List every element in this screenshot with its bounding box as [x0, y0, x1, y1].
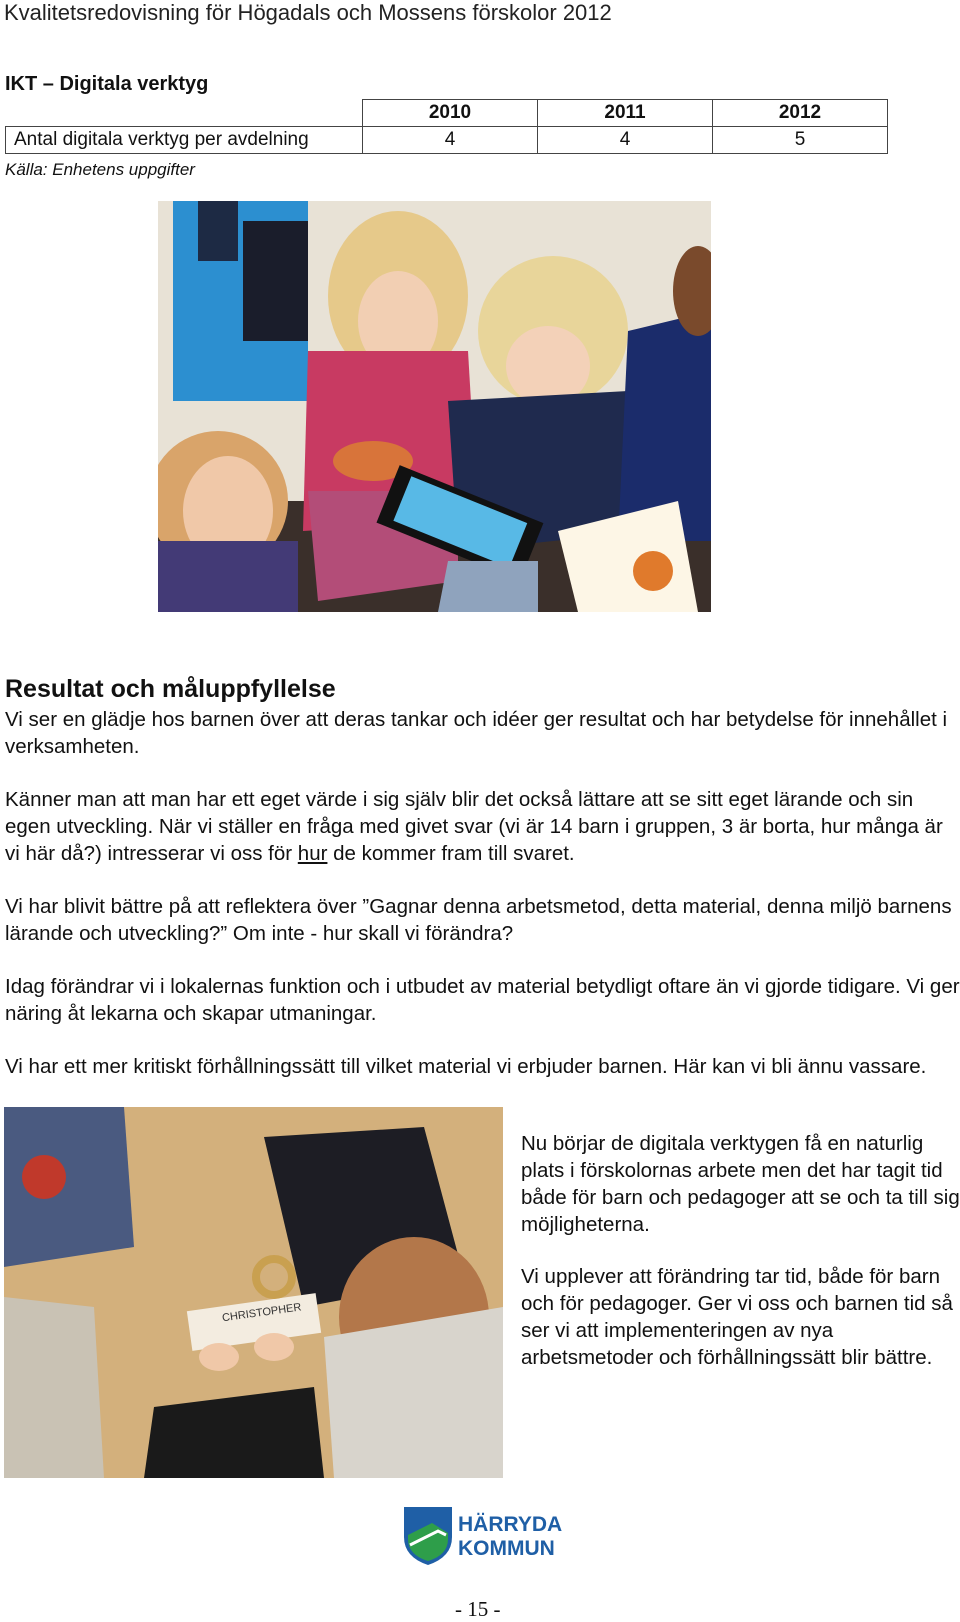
table-source: Källa: Enhetens uppgifter: [5, 160, 195, 179]
paragraph: [5, 786, 960, 867]
table-cell: 4: [538, 127, 713, 154]
year-header: 2010: [363, 100, 538, 127]
year-header: 2012: [713, 100, 888, 127]
underlined-word: hur: [297, 842, 328, 865]
harryda-kommun-logo: [402, 1505, 562, 1565]
table-cell: 4: [363, 127, 538, 154]
table-corner: [6, 100, 363, 127]
children-tablet-photo: [158, 201, 711, 612]
row-label: Antal digitala verktyg per avdelning: [6, 127, 363, 154]
table-header-row: [6, 100, 888, 127]
paragraph: Vi har ett mer kritiskt förhållningssätt till vilket material vi erbjuder barnen. Här kan vi bli ännu vassare.: [5, 1055, 927, 1078]
table-row: [6, 127, 888, 154]
children-drawing-photo: [4, 1107, 503, 1478]
paragraph-text: de kommer fram till svaret.: [327, 842, 575, 865]
paragraph-text: Känner man att man har ett eget värde i sig själv blir det också lättare att se sitt eget lärande och sin egen utveckling. När vi ställer en fråga med givet svar (vi är 14 barn i gruppen, 3 är borta, hur många är vi här då?) intresserar vi oss för: [5, 788, 943, 865]
paragraph: Idag förändrar vi i lokalernas funktion och i utbudet av material betydligt oftare än vi gjorde tidigare. Vi ger näring åt lekarna och skapar utmaningar.: [5, 975, 960, 1025]
logo-line2: KOMMUN: [458, 1537, 555, 1560]
results-heading: Resultat och måluppfyllelse: [5, 675, 336, 703]
document-header: Kvalitetsredovisning för Högadals och Mossens förskolor 2012: [4, 0, 612, 25]
name-tag-text: CHRISTOPHER: [221, 1301, 303, 1325]
paragraph: Vi har blivit bättre på att reflektera över ”Gagnar denna arbetsmetod, detta material, denna miljö barnens lärande och utveckling?” Om inte - hur skall vi förändra?: [5, 895, 952, 945]
table-cell: 5: [713, 127, 888, 154]
digital-tools-table: [5, 99, 888, 154]
paragraph: Vi ser en glädje hos barnen över att deras tankar och idéer ger resultat och har betydelse för innehållet i verksamheten.: [5, 708, 948, 758]
side-paragraph: Vi upplever att förändring tar tid, både för barn och för pedagoger. Ger vi oss och barnen tid så ser vi att implementeringen av nya arbetsmetoder och förhållningssätt blir bättre.: [521, 1265, 953, 1369]
year-header: 2011: [538, 100, 713, 127]
page-number: - 15 -: [455, 1597, 501, 1621]
section-title-ikt: IKT – Digitala verktyg: [5, 73, 209, 95]
side-paragraph: Nu börjar de digitala verktygen få en naturlig plats i förskolornas arbete men det har tagit tid både för barn och pedagoger att se och ta till sig möjligheterna.: [521, 1132, 960, 1236]
logo-line1: HÄRRYDA: [458, 1513, 562, 1536]
